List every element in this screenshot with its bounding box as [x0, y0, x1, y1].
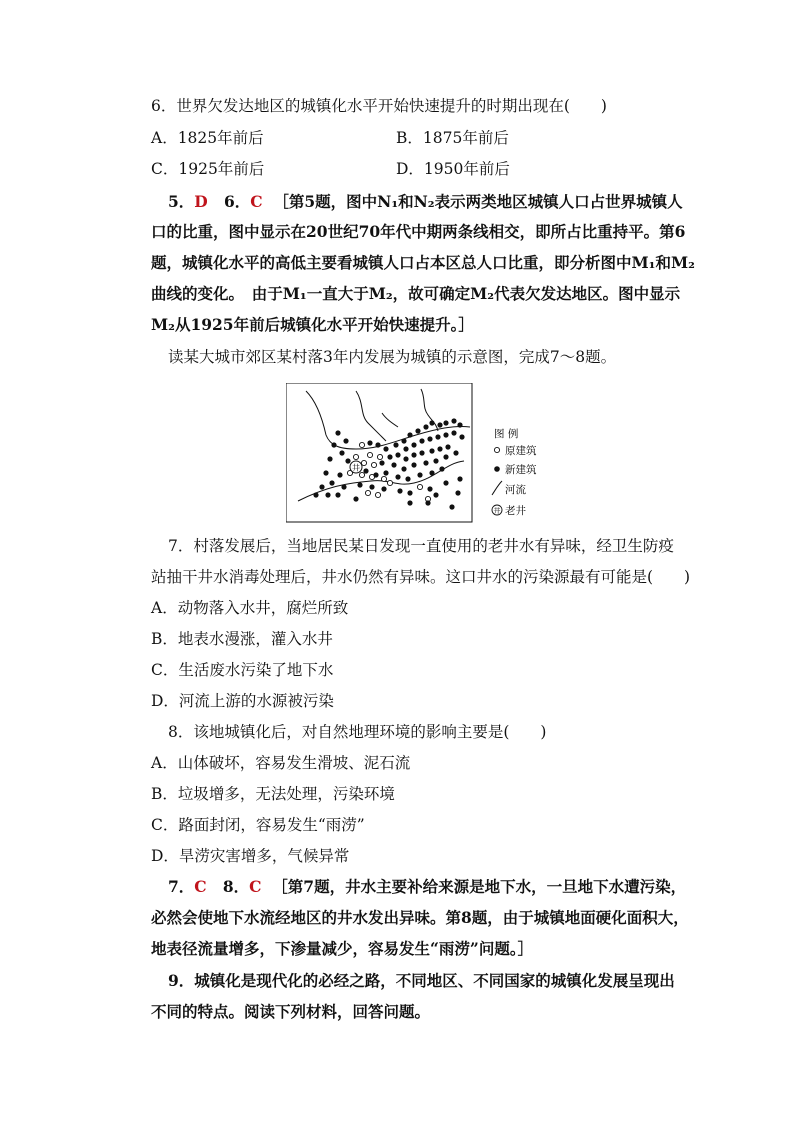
new-building-dot [439, 466, 444, 471]
new-building-dot [415, 428, 420, 433]
new-building-dot [433, 492, 438, 497]
well-icon-symbol: 井 [493, 507, 501, 515]
explanation-7-8-line-3: 地表径流量增多，下渗量减少，容易发生“雨涝”问题。］ [151, 939, 534, 958]
answer-num-7: 7． [168, 877, 195, 896]
new-building-dot [437, 422, 442, 427]
new-building-dot [427, 486, 432, 491]
legend-new-building: 新建筑 [505, 464, 537, 476]
explanation-line-2: 口的比重，图中显示在20世纪70年代中期两条线相交，即所占比重持平。第6 [151, 222, 686, 241]
new-building-dot [443, 432, 448, 437]
old-building-dot [375, 492, 380, 497]
map-frame [286, 383, 472, 522]
new-building-dot [429, 420, 434, 425]
new-building-dot [411, 442, 416, 447]
new-building-dot [373, 472, 378, 477]
new-building-dot [319, 484, 324, 489]
new-building-dot [383, 446, 388, 451]
new-building-dot [353, 496, 358, 501]
answer-block-7-8 [168, 877, 686, 897]
new-building-dot [407, 500, 412, 505]
new-building-dot [343, 438, 348, 443]
new-building-dot [429, 448, 434, 453]
new-building-dot [387, 454, 392, 459]
new-building-dot [325, 492, 330, 497]
explanation-7-8-line-2: 必然会使地下水流经地区的井水发出异味。第8题，由于城镇地面硬化面积大， [151, 908, 689, 927]
old-building-dot [365, 490, 370, 495]
q7-option-c: C．生活废水污染了地下水 [151, 661, 334, 679]
q6-option-a: A．1825年前后 [151, 129, 264, 147]
new-building-dot [341, 484, 346, 489]
new-building-dot [433, 458, 438, 463]
q6-option-c: C．1925年前后 [151, 160, 265, 178]
new-building-dot [393, 442, 398, 447]
new-building-dot [331, 442, 336, 447]
legend-title: 图 例 [494, 428, 519, 440]
old-building-dot [359, 472, 364, 477]
explanation-line-1: ［第5题，图中N₁和N₂表示两类地区城镇人口占世界城镇人 [273, 192, 683, 211]
new-building-dot [423, 460, 428, 465]
new-building-dot [329, 480, 334, 485]
explanation-line-3: 题，城镇化水平的高低主要看城镇人口占本区总人口比重，即分析图中M₁和M₂ [151, 253, 695, 272]
q9-line-1: 9．城镇化是现代化的必经之路，不同地区、不同国家的城镇化发展呈现出 [168, 971, 675, 990]
new-building-dot [379, 460, 384, 465]
new-building-dot [437, 446, 442, 451]
new-building-dot [403, 446, 408, 451]
new-building-dot [395, 452, 400, 457]
old-building-dot [353, 454, 358, 459]
new-building-dot [395, 474, 400, 479]
new-building-dot [363, 468, 368, 473]
new-building-dot [451, 430, 456, 435]
new-building-dot [417, 472, 422, 477]
new-building-dot [411, 462, 416, 467]
new-building-dot [357, 482, 362, 487]
answer-7: C [194, 877, 207, 896]
new-building-dot [449, 504, 454, 509]
new-building-dot [407, 432, 412, 437]
new-building-dot [367, 440, 372, 445]
answer-5: D [194, 192, 208, 211]
answer-8: C [249, 877, 262, 896]
old-building-dot [359, 442, 364, 447]
new-building-dot [443, 480, 448, 485]
new-building-dot [459, 434, 464, 439]
q7-option-a: A．动物落入水井，腐烂所致 [151, 599, 349, 617]
old-building-dot [361, 460, 366, 465]
q7-option-d: D．河流上游的水源被污染 [151, 692, 334, 710]
new-building-dot [427, 436, 432, 441]
river-line-icon [492, 481, 502, 495]
q8-option-d: D．旱涝灾害增多，气候异常 [151, 847, 350, 865]
q8-option-b: B．垃圾增多，无法处理，污染环境 [151, 785, 395, 803]
q6-option-b: B．1875年前后 [396, 129, 509, 147]
old-building-dot [377, 454, 382, 459]
new-building-dot [407, 490, 412, 495]
new-building-dot [313, 492, 318, 497]
new-building-dot [345, 458, 350, 463]
answer-num-5: 5． [168, 192, 195, 211]
legend-old-building: 原建筑 [505, 445, 537, 457]
new-building-dot [397, 488, 402, 493]
new-building-dot [369, 484, 374, 489]
old-building-dot [387, 480, 392, 485]
new-building-dot [337, 472, 342, 477]
new-building-dot [435, 434, 440, 439]
q8-option-a: A．山体破坏，容易发生滑坡、泥石流 [151, 754, 411, 772]
answer-num-8: 8． [222, 877, 250, 896]
q7-stem-line-1: 7．村落发展后，当地居民某日发现一直使用的老井水有异味，经卫生防疫 [168, 537, 674, 555]
q9-line-2: 不同的特点。阅读下列材料，回答问题。 [151, 1002, 431, 1021]
q8-stem: 8．该地城镇化后，对自然地理环境的影响主要是( ) [168, 723, 547, 741]
legend-well: 老井 [505, 505, 526, 517]
new-building-dot [443, 454, 448, 459]
new-building-dot [457, 422, 462, 427]
old-building-dot [381, 476, 386, 481]
legend-river: 河流 [505, 484, 526, 496]
new-building-dot [457, 476, 462, 481]
new-building-dot [391, 462, 396, 467]
new-building-dot [403, 456, 408, 461]
new-building-dot [425, 500, 430, 505]
new-building-dot [443, 420, 448, 425]
well-symbol: 井 [352, 463, 360, 473]
filled-circle-icon [494, 466, 500, 472]
new-building-dot [327, 456, 332, 461]
new-building-dot [335, 430, 340, 435]
new-building-dot [419, 450, 424, 455]
answer-6: C [250, 192, 263, 211]
new-building-dot [401, 438, 406, 443]
q6-option-d: D．1950年前后 [396, 160, 510, 178]
old-building-dot [417, 484, 422, 489]
explanation-line-5: M₂从1925年前后城镇化水平开始快速提升。］ [151, 315, 474, 334]
new-building-dot [411, 452, 416, 457]
new-building-dot [451, 418, 456, 423]
new-building-dot [453, 450, 458, 455]
q6-stem: 6．世界欠发达地区的城镇化水平开始快速提升的时期出现在( ) [151, 97, 607, 115]
new-building-dot [419, 438, 424, 443]
village-development-map [286, 383, 546, 523]
hollow-circle-icon [494, 447, 499, 452]
new-building-dot [455, 490, 460, 495]
answer-num-6: 6． [223, 192, 251, 211]
new-building-dot [339, 450, 344, 455]
well-marker [350, 461, 362, 473]
new-building-dot [429, 470, 434, 475]
new-building-dot [323, 470, 328, 475]
new-building-dot [335, 492, 340, 497]
q8-option-c: C．路面封闭，容易发生“雨涝” [151, 816, 365, 834]
old-building-dot [367, 452, 372, 457]
new-building-dot [445, 444, 450, 449]
intro-7-8: 读某大城市郊区某村落3年内发展为城镇的示意图，完成7～8题。 [168, 348, 617, 366]
new-building-dot [423, 424, 428, 429]
q7-option-b: B．地表水漫涨，灌入水井 [151, 630, 333, 648]
new-building-dot [381, 486, 386, 491]
explanation-7-8-line-1: ［第7题，井水主要补给来源是地下水，一旦地下水遭污染， [272, 877, 687, 896]
q7-stem-line-2: 站抽干井水消毒处理后，井水仍然有异味。这口井水的污染源最有可能是( ) [151, 568, 691, 586]
new-building-dot [375, 442, 380, 447]
answer-block-5-6 [168, 192, 683, 212]
new-building-dot [401, 466, 406, 471]
new-building-dot [383, 470, 388, 475]
map-legend [492, 427, 537, 517]
explanation-line-4: 曲线的变化。 由于M₁一直大于M₂，故可确定M₂代表欠发达地区。图中显示 [151, 284, 681, 303]
new-building-dot [405, 476, 410, 481]
old-building-dot [371, 462, 376, 467]
